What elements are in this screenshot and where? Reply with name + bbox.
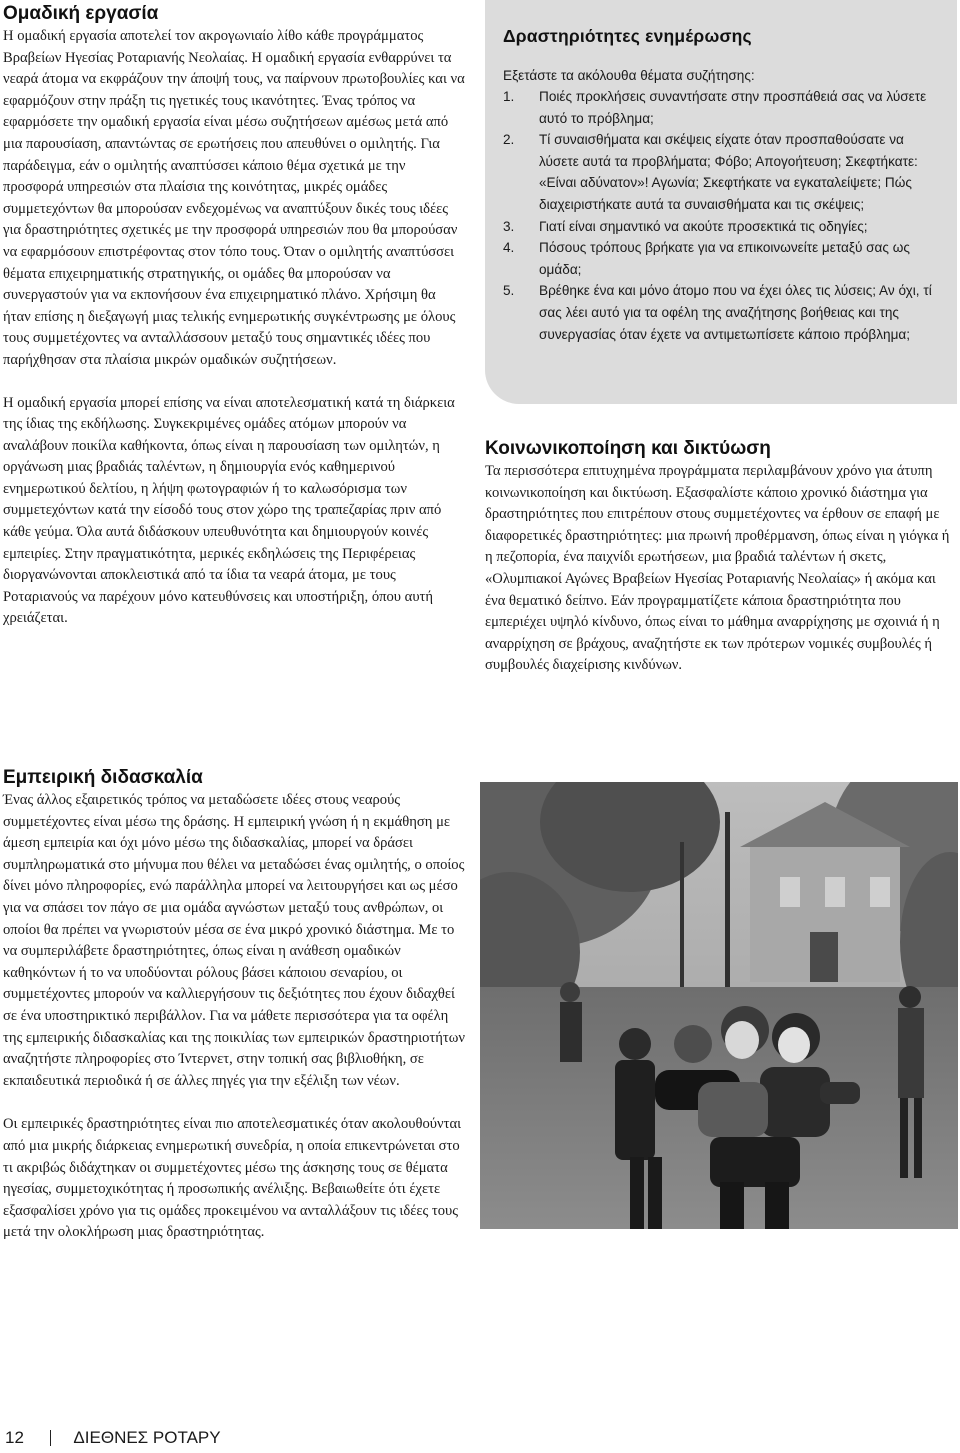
list-number: 1. xyxy=(503,89,515,104)
list-item xyxy=(503,86,939,129)
list-item-text: Ποιές προκλήσεις συναντήσατε στην προσπάθειά σας να λύσετε αυτό το πρόβλημα; xyxy=(539,89,927,126)
paragraph: Ένας άλλος εξαιρετικός τρόπος να μεταδώσετε ιδέες στους νεαρούς συμμετέχοντες είναι μέσω της δράσης. Η εμπειρική γνώση ή η εκμάθηση με άμεση εμπειρία και όχι μόνο μέσω της διδασκαλίας, μπορεί να δράσει συμπληρωματικά στο μήνυμα που θέλει να μεταδώσει ένας ομιλητής, ο οποίος δίνει μόνο πληροφορίες, ενώ παράλληλα μπορεί να λειτουργήσει και ως μέσο για να σπάσει τον πάγο σε μια ομάδα αγνώστων μεταξύ τους ανθρώπων, οι οποίοι θα πρέπει να γνωριστούν μέσα σε ένα μικρό χρονικό διάστημα. Με το να συμπεριλάβετε δραστηριότητες, όπως είναι η ανάθεση ομαδικών καθηκόντων ή το να υποδύονται ρόλους βάσει κάποιου σεναρίου, οι συμμετέχοντες μπορούν να καλλιεργήσουν τις δεξιότητες που έχουν διδαχθεί σε ένα υποστηρικτικό περιβάλλον. Για να μάθετε περισσότερα για τα οφέλη της εμπειρικής διδασκαλίας και της ποικιλίας των εμπειρικών δραστηριοτήτων αναζητήστε πληροφορίες στο Ίντερνετ, στην τοπική σας βιβλιοθήκη, σε εκπαιδευτικά περιοδικά ή σε άλλες πηγές για την εξέλιξη των νέων. xyxy=(3,792,465,1089)
paragraph: Η ομαδική εργασία αποτελεί τον ακρογωνιαίο λίθο κάθε προγράμματος Βραβείων Ηγεσίας Ροταριανής Νεολαίας. Η ομαδική εργασία ενθαρρύνει τα νεαρά άτομα να εκφράζουν την άποψή τους, να παίρνουν πρωτοβουλίες και να εφαρμόζουν στην πράξη τις ηγετικές τους ικανότητες. Ένας τρόπος να εφαρμόσετε την ομαδική εργασία είναι μέσω συζητήσεων αμέσως μετά από μια παρουσίαση, απαντώντας σε ερωτήσεις που απευθύνει ο ομιλητής. Για παράδειγμα, εάν ο ομιλητής αναπτύσσει κάποιο θέμα σχετικά με την προσφορά υπηρεσιών στα πλαίσια της κοινότητας, μικρές ομάδες συμμετεχόντων θα μπορούσαν ενδεχομένως να αναπτύξουν δικές τους ιδέες για δραστηριότητες σχετικές με την προσφορά υπηρεσιών που θα μπορούσαν να εφαρμόσουν επιστρέφοντας στον τόπο τους. Όταν ο ομιλητής αναπτύσσει θέματα επιχειρηματικής στρατηγικής, οι ομάδες θα μπορούσαν να συνεργαστούν για να εκπονήσουν ένα επιχειρηματικό πλάνο. Χρήσιμη θα ήταν επίσης η διεξαγωγή μιας τελικής ενημερωτικής συγκέντρωσης με όλους τους συμμετέχοντες να ανταλλάσσουν μεταξύ τους σημαντικές ιδέες που παρήχθησαν στα πλαίσια μικρών ομαδικών συζητήσεων. xyxy=(3,28,465,368)
paragraph: Η ομαδική εργασία μπορεί επίσης να είναι αποτελεσματική κατά τη διάρκεια της ίδιας της εκδήλωσης. Συγκεκριμένες ομάδες ατόμων μπορούν να αναλάβουν ποικίλα καθήκοντα, όπως είναι η παρουσίαση των ομιλητών, η οργάνωση μιας βραδιάς ταλέντων, η δημιουργία ενός καθημερινού ενημερωτικού δελτίου, η λήψη φωτογραφιών ή το καλωσόρισμα των συμμετεχόντων κατά την είσοδό τους στον χώρο της τραπεζαρίας πριν από κάθε γεύμα. Όλα αυτά διδάσκουν υπευθυνότητα και δημιουργούν κοινές εμπειρίες. Στην πραγματικότητα, μερικές εκδηλώσεις της Περιφέρειας διοργανώνονται αποκλειστικά από τα ίδια τα νεαρά άτομα, με τους Ροταριανούς να παρέχουν μόνο κατευθύνσεις και υποστήριξη, όπου αυτή χρειάζεται. xyxy=(3,394,455,627)
box-intro: Εξετάστε τα ακόλουθα θέματα συζήτησης: xyxy=(503,68,755,83)
photo-students-piggyback xyxy=(480,782,958,1229)
publication-name: ΔΙΕΘΝΕΣ ΡΟΤΑΡΥ xyxy=(73,1428,221,1447)
paragraph: Οι εμπειρικές δραστηριότητες είναι πιο αποτελεσματικές όταν ακολουθούνται από μια μικρής διάρκειας ενημερωτική συνεδρία, η οποία επικεντρώνεται στο τι ακριβώς διδάχτηκαν οι συμμετέχοντες μέσω της άσκησης τους σε θέματα ηγεσίας, συμμετοχικότητας ή προσωπικής ανέλιξης. Βεβαιωθείτε ότι έχετε εξασφαλίσει χρόνο για τις ομάδες προκειμένου να ανταλλάξουν τις ιδέες τους μετά την ολοκλήρωση μιας δραστηριότητας. xyxy=(3,1116,462,1241)
page-footer xyxy=(5,1428,221,1448)
discussion-list xyxy=(503,86,939,345)
list-number: 3. xyxy=(503,218,515,234)
list-item xyxy=(503,216,939,238)
list-item xyxy=(503,129,939,215)
list-number: 4. xyxy=(503,240,515,256)
list-item-text: Τί συναισθήματα και σκέψεις είχατε όταν προσπαθούσατε να λύσετε αυτά τα προβλήματα; Φόβο; Απογοήτευση; Σκεφτήκατε: «Είναι αδύνατον»! Αγωνία; Σκεφτήκατε να εγκαταλείψετε; Πώς διαχειριστήκατε αυτά τα συναισθήματα και τις σκέψεις; xyxy=(539,132,918,212)
box-title: Δραστηριότητες ενημέρωσης xyxy=(503,26,752,46)
list-number: 2. xyxy=(503,132,515,148)
section-teamwork xyxy=(3,2,465,630)
page-number: 12 xyxy=(5,1428,24,1447)
section-experiential-learning xyxy=(3,766,465,1244)
debrief-activities-box xyxy=(485,0,957,404)
list-item-text: Βρέθηκε ένα και μόνο άτομο που να έχει όλες τις λύσεις; Αν όχι, τί σας λέει αυτό για τα οφέλη της αναζήτησης βοήθειας και της συνεργασίας όταν έχετε να αντιμετωπίσετε κάποιο πρόβλημα; xyxy=(539,283,932,342)
list-item-text: Πόσους τρόπους βρήκατε για να επικοινωνείτε μεταξύ σας ως ομάδα; xyxy=(539,240,910,277)
section-title-experiential: Εμπειρική διδασκαλία xyxy=(3,767,203,788)
footer-divider xyxy=(50,1430,52,1446)
list-number: 5. xyxy=(503,283,515,299)
list-item xyxy=(503,237,939,280)
section-socializing xyxy=(485,437,955,677)
section-title-socializing: Κοινωνικοποίηση και δικτύωση xyxy=(485,438,771,459)
list-item-text: Γιατί είναι σημαντικό να ακούτε προσεκτικά τις οδηγίες; xyxy=(539,218,868,234)
list-item xyxy=(503,280,939,345)
photo-illustration xyxy=(480,782,958,1229)
paragraph: Τα περισσότερα επιτυχημένα προγράμματα περιλαμβάνουν χρόνο για άτυπη κοινωνικοποίηση και δικτύωση. Εξασφαλίστε κάποιο χρονικό διάστημα για δραστηριότητες που επιτρέπουν στους συμμετέχοντες να έρθουν σε επαφή με διαφορετικές δραστηριότητες: μια πρωινή προθέρμανση, όπως είναι η γιόγκα ή η πεζοπορία, ένα παιχνίδι ερωτήσεων, μια βραδιά ταλέντων ή σκετς, «Ολυμπιακοί Αγώνες Βραβείων Ηγεσίας Ροταριανής Νεολαίας» ή ακόμα και ένα θεματικό δείπνο. Εάν προγραμματίζετε κάποια δραστηριότητα που εμπεριέχει υψηλό κίνδυνο, όπως είναι το μάθημα αναρρίχησης με σχοινιά ή η αναρρίχηση σε βράχους, αναζητήστε εκ των πρότερων νομικές συμβουλές ή συμβουλές διαχείρισης κινδύνων. xyxy=(485,463,950,674)
section-title-teamwork: Ομαδική εργασία xyxy=(3,3,159,24)
